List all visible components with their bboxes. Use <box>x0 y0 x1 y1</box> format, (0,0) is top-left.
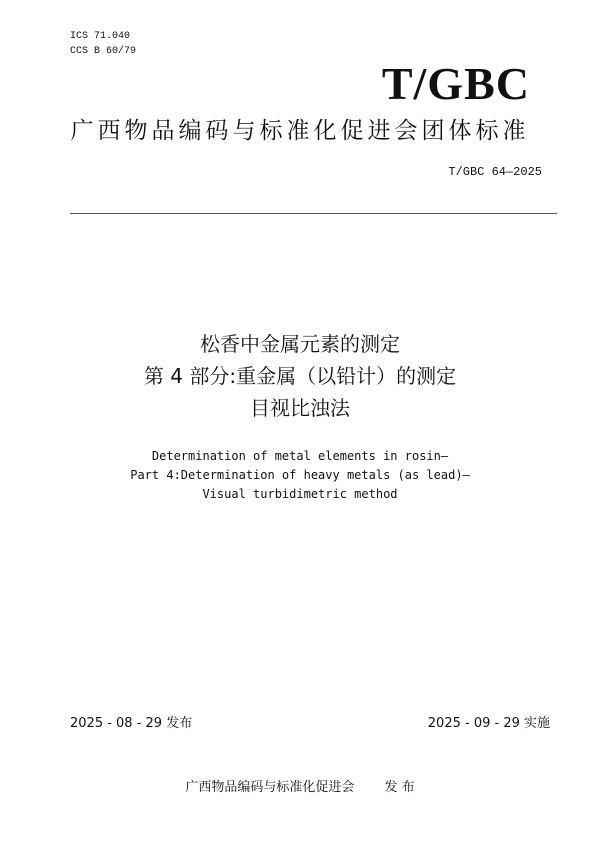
standard-number: T/GBC 64—2025 <box>448 165 542 179</box>
implementation-date: 2025 - 09 - 29 实施 <box>427 716 550 731</box>
header-divider <box>70 213 557 214</box>
english-title-line-3: Visual turbidimetric method <box>202 487 398 501</box>
english-title <box>0 447 600 504</box>
organization-title: 广西物品编码与标准化促进会团体标准 <box>70 118 530 144</box>
chinese-title-line-2: 第 4 部分:重金属（以铅计）的测定 <box>143 364 457 388</box>
ics-code: ICS 71.040 <box>70 31 131 42</box>
issuer-action: 发 布 <box>384 780 415 795</box>
chinese-title-line-1: 松香中金属元素的测定 <box>200 332 400 356</box>
issuer-name: 广西物品编码与标准化促进会 <box>185 780 355 795</box>
classification-codes <box>70 29 136 59</box>
issue-date: 2025 - 08 - 29 发布 <box>70 716 193 731</box>
chinese-title <box>0 328 600 424</box>
ccs-code: CCS B 60/79 <box>70 46 137 57</box>
english-title-line-2: Part 4:Determination of heavy metals (as lead)— <box>130 468 470 482</box>
tgbc-logo: T/GBC <box>381 58 530 109</box>
chinese-title-line-3: 目视比浊法 <box>250 396 350 420</box>
issuer-line <box>0 776 600 795</box>
english-title-line-1: Determination of metal elements in rosin— <box>151 449 449 463</box>
